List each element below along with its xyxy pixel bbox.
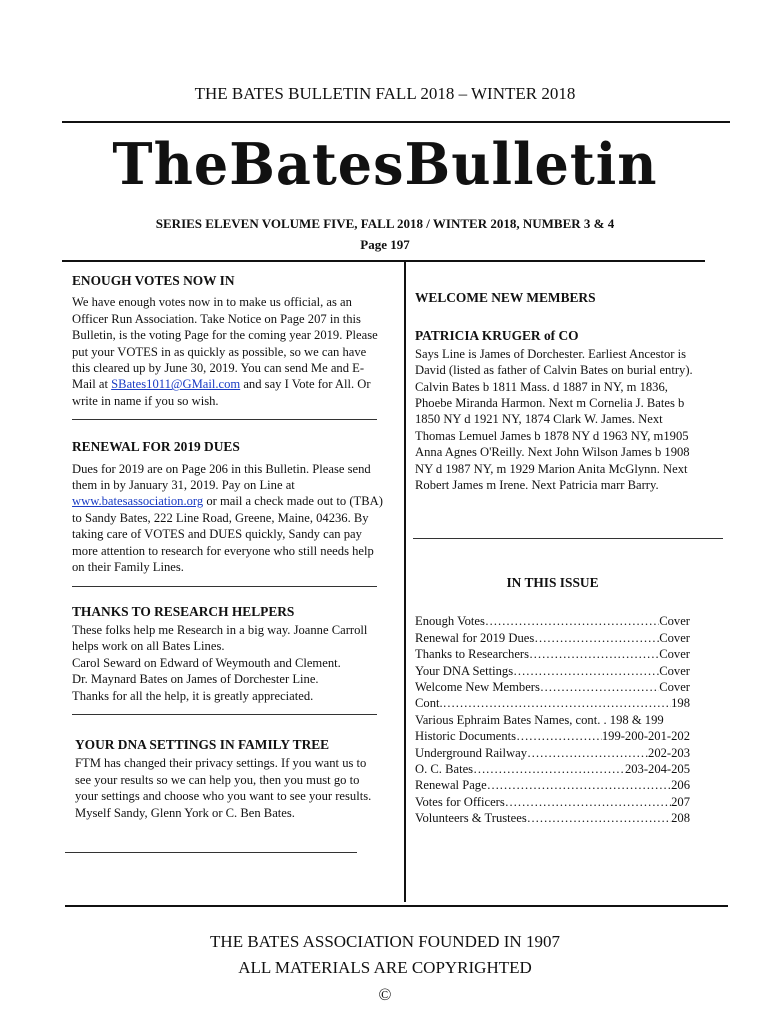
footer-copyright: ALL MATERIALS ARE COPYRIGHTED [238, 958, 532, 977]
toc-page: 208 [671, 811, 690, 826]
votes-heading: ENOUGH VOTES NOW IN [72, 273, 235, 288]
toc-leader [513, 663, 659, 679]
toc-row [415, 630, 690, 646]
toc-title: Renewal Page [415, 778, 487, 793]
toc-page: Cover [659, 680, 690, 695]
toc-leader [540, 679, 659, 695]
separator [72, 419, 377, 420]
masthead-title: TheBatesBulletin [112, 130, 658, 198]
toc-leader [485, 613, 659, 629]
toc-leader [505, 794, 671, 810]
toc-row [415, 794, 690, 810]
helpers-line: Carol Seward on Edward of Weymouth and Clement. [72, 655, 341, 670]
toc-row [415, 712, 690, 728]
toc-row [415, 679, 690, 695]
toc-title: Thanks to Researchers [415, 647, 530, 662]
bottom-rule [65, 905, 728, 907]
toc-title: Renewal for 2019 Dues [415, 630, 535, 645]
toc-page: 206 [671, 778, 690, 793]
toc-title: Enough Votes [415, 614, 485, 629]
votes-body: We have enough votes now in to make us official, as an Officer Run Association. Take Notice on Page 207 in this Bulletin, is the voting Page for the coming year 2019. Please put your VOTES in as quickly as possible, so we can have this cleared up by June 30, 2019. You can send Me and E-Mail at SBates1011@GMail.com and say I Vote for All. Or write in name if you so wish. [72, 295, 378, 408]
right-column [415, 290, 695, 493]
copyright-symbol: © [378, 985, 392, 1004]
helpers-line: Thanks for all the help, it is greatly appreciated. [72, 688, 314, 703]
email-link[interactable]: SBates1011@GMail.com [111, 377, 241, 392]
toc-row [415, 810, 690, 826]
dues-heading: RENEWAL FOR 2019 DUES [72, 439, 240, 455]
toc-row [415, 761, 690, 777]
toc-title: Cont. [415, 696, 443, 711]
toc-row [415, 728, 690, 744]
toc-title: O. C. Bates [415, 762, 474, 777]
toc-title: Your DNA Settings [415, 663, 514, 678]
toc-page: Cover [659, 663, 690, 678]
toc-leader [516, 728, 602, 744]
dues-body: Dues for 2019 are on Page 206 in this Bulletin. Please send them in by January 31, 2019. Pay on Line at www.batesassociation.org or mail a check made out to (TBA) to Sandy Bates, 222 Line Road, Greene, Maine, 04236. By taking care of VOTES and DUES quickly, Sandy can pay more attention to research for everyone who still needs help on their Family Lines. [72, 461, 383, 575]
left-column [72, 273, 384, 821]
issue-heading: IN THIS ISSUE [506, 575, 599, 590]
toc-page: 199-200-201-202 [601, 729, 690, 744]
toc-leader [529, 646, 659, 662]
toc-leader [527, 745, 648, 761]
series-line: SERIES ELEVEN VOLUME FIVE, FALL 2018 / WINTER 2018, NUMBER 3 & 4 [155, 216, 615, 231]
page-number: Page 197 [360, 237, 410, 252]
toc-row [415, 777, 690, 793]
toc-row [415, 695, 690, 711]
toc-page: 202-203 [648, 745, 690, 760]
toc-row [415, 613, 690, 629]
toc-leader [473, 761, 625, 777]
welcome-heading: WELCOME NEW MEMBERS [415, 290, 596, 305]
separator [72, 586, 377, 587]
dna-body: FTM has changed their privacy settings. If you want us to see your results so we can help you, then you must go to your settings and choose who you want to see your results. Myself Sandy, Glenn York or C. Ben Bates. [75, 756, 372, 820]
member-genealogy: Says Line is James of Dorchester. Earliest Ancestor is David (listed as father of Calvin Bates on burial entry). Calvin Bates b 1811 Mass. d 1887 in NY, m 1836, Phoebe Miranda Harmon. Next m Cornelia J. Bates b 1850 NY d 1921 NY, 1874 Clark W. James. Next Thomas Lemuel James b 1878 NY d 1963 NY, m1905 Anna Agnes O'Reilly. Next John Wilson James b 1908 NY d 1987 NY, m 1929 Marion Anita McGlynn. Next Robert James m Irene. Next Patricia marr Barry. [415, 346, 693, 493]
toc-title: Underground Railway [415, 745, 528, 760]
toc-page: Cover [659, 647, 690, 662]
toc-title: Historic Documents [415, 729, 517, 744]
toc-page: 207 [671, 794, 690, 809]
top-rule [62, 121, 730, 123]
toc-page: 203-204-205 [624, 762, 690, 777]
toc-page: Cover [659, 614, 690, 629]
toc-page: 198 [671, 696, 690, 711]
separator [72, 714, 377, 715]
toc-title: Welcome New Members [415, 680, 540, 695]
dna-heading: YOUR DNA SETTINGS IN FAMILY TREE [75, 736, 330, 752]
toc-page: Cover [659, 630, 690, 645]
running-head: THE BATES BULLETIN FALL 2018 – WINTER 2018 [194, 84, 576, 103]
issue-contents [415, 575, 690, 827]
helpers-heading: THANKS TO RESEARCH HELPERS [72, 603, 295, 619]
toc-title: Votes for Officers [415, 794, 505, 809]
toc-leader [487, 777, 671, 793]
website-link[interactable]: www.batesassociation.org [72, 494, 204, 509]
toc-title: Volunteers & Trustees [415, 811, 527, 826]
toc-row [415, 646, 690, 662]
separator [413, 538, 723, 539]
toc-row [415, 663, 690, 679]
toc-leader [443, 695, 671, 711]
helpers-line: Dr. Maynard Bates on James of Dorchester Line. [72, 672, 319, 687]
helpers-line: These folks help me Research in a big way. Joanne Carroll helps work on all Bates Lines. [72, 622, 368, 654]
footer-founded: THE BATES ASSOCIATION FOUNDED IN 1907 [210, 932, 560, 951]
column-divider [404, 262, 406, 902]
toc-leader [534, 630, 659, 646]
separator [65, 852, 357, 853]
toc-title: Various Ephraim Bates Names, cont. . 198 & 199 [415, 712, 664, 727]
toc-row [415, 745, 690, 761]
header-rule [62, 260, 705, 262]
member-name: PATRICIA KRUGER of CO [415, 328, 579, 344]
toc-list [415, 613, 690, 826]
toc-leader [527, 810, 671, 826]
